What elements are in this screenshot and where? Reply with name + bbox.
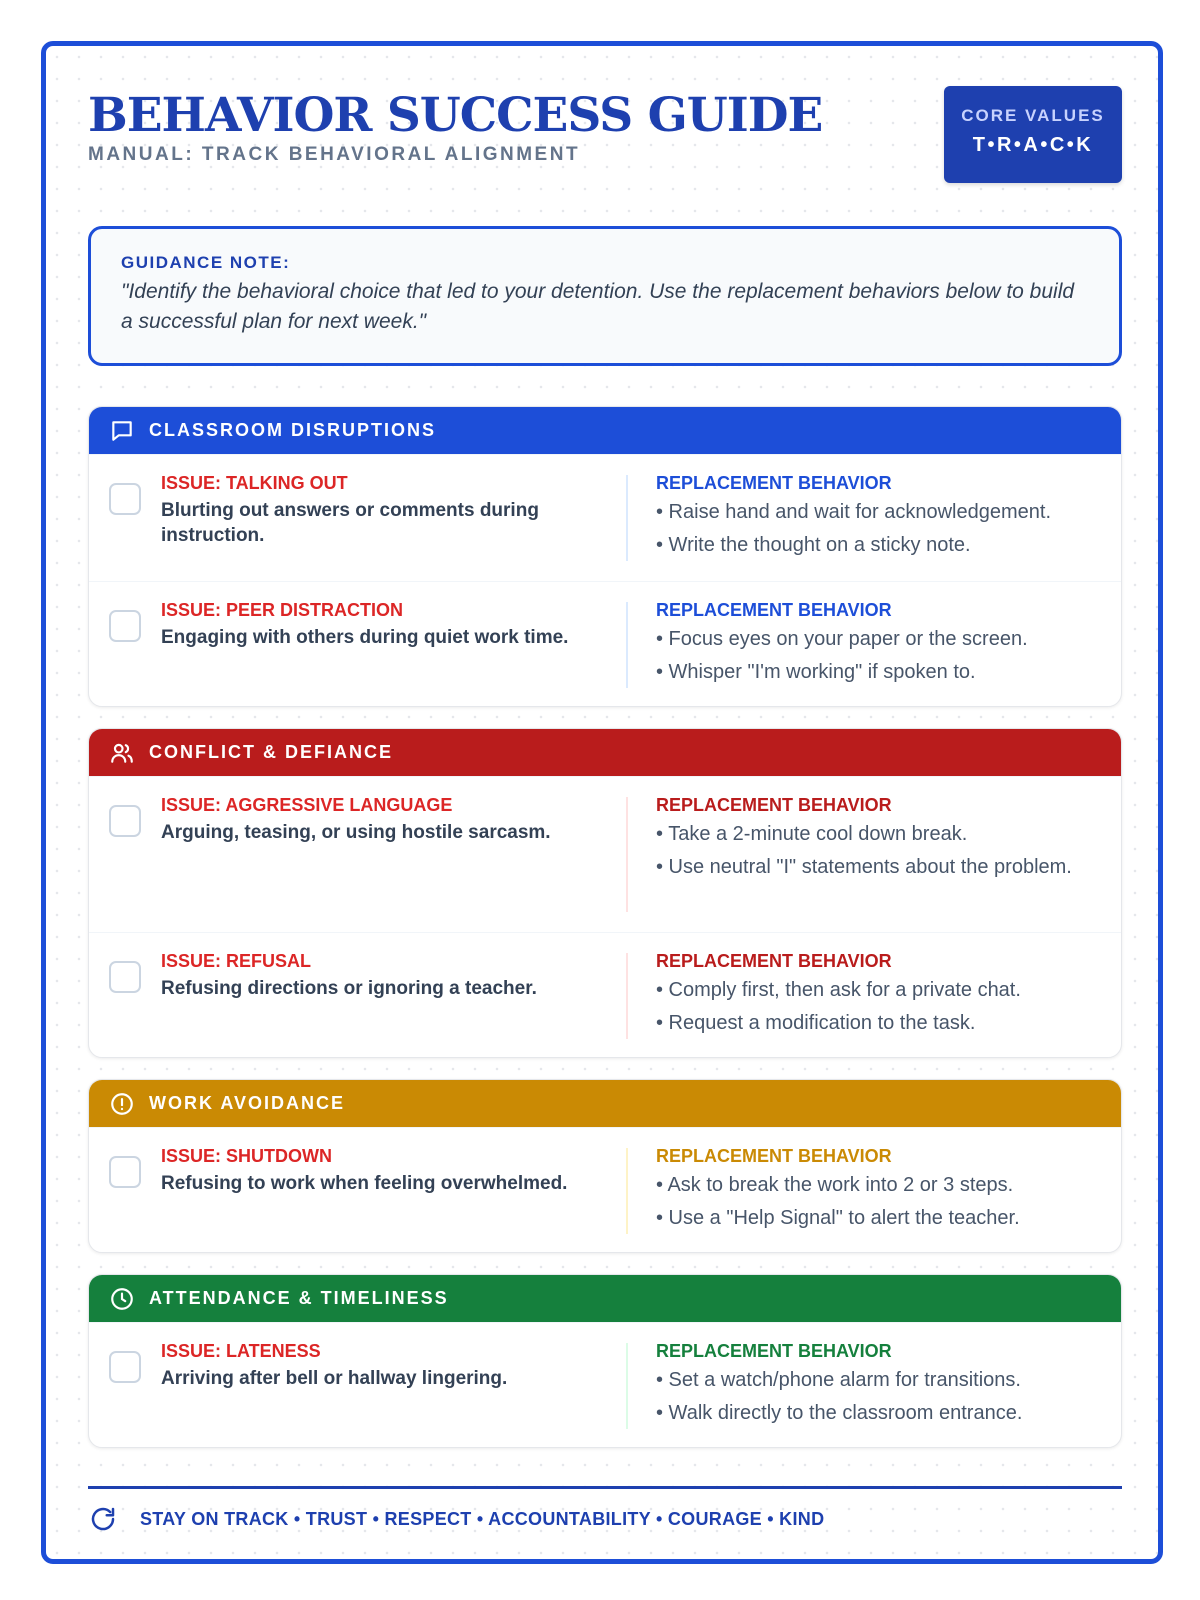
issue-checkbox[interactable] — [109, 1156, 141, 1188]
issue-block — [161, 795, 591, 845]
column-divider — [626, 602, 628, 688]
section-header — [89, 1275, 1121, 1322]
replacement-item: • Focus eyes on your paper or the screen. — [656, 628, 1028, 650]
issue-label: ISSUE: SHUTDOWN — [161, 1146, 332, 1166]
core-values-acronym: T•R•A•C•K — [972, 134, 1094, 156]
replacement-block — [656, 795, 1106, 882]
replacement-block — [656, 951, 1106, 1038]
issue-description: Refusing directions or ignoring a teacher. — [161, 978, 537, 999]
core-values-badge — [944, 86, 1122, 183]
issue-row — [89, 932, 1121, 1058]
issue-description: Refusing to work when feeling overwhelmed. — [161, 1173, 568, 1194]
guidance-note — [88, 226, 1122, 366]
section-header — [89, 407, 1121, 454]
chat-bubble-icon — [109, 418, 135, 444]
issue-description: Blurting out answers or comments during instruction. — [161, 500, 539, 546]
replacement-label: REPLACEMENT BEHAVIOR — [656, 951, 892, 971]
replacement-item: • Set a watch/phone alarm for transitions. — [656, 1369, 1021, 1391]
issue-block — [161, 1341, 591, 1391]
replacement-item: • Request a modification to the task. — [656, 1012, 976, 1034]
replacement-block — [656, 473, 1106, 560]
replacement-block — [656, 1146, 1106, 1233]
issue-description: Arguing, teasing, or using hostile sarcasm. — [161, 822, 551, 843]
page-footer — [88, 1504, 824, 1534]
issue-label: ISSUE: TALKING OUT — [161, 473, 348, 493]
replacement-label: REPLACEMENT BEHAVIOR — [656, 795, 892, 815]
users-icon — [109, 740, 135, 766]
replacement-item: • Ask to break the work into 2 or 3 steps. — [656, 1174, 1014, 1196]
refresh-icon — [88, 1504, 118, 1534]
replacement-item: • Raise hand and wait for acknowledgement. — [656, 501, 1052, 523]
guidance-label: GUIDANCE NOTE: — [121, 253, 291, 272]
issue-checkbox[interactable] — [109, 1351, 141, 1383]
issue-row — [89, 581, 1121, 707]
issue-description: Arriving after bell or hallway lingering. — [161, 1368, 508, 1389]
section-classroom-disruptions — [88, 406, 1122, 707]
issue-label: ISSUE: REFUSAL — [161, 951, 312, 971]
replacement-block — [656, 1341, 1106, 1428]
section-title: CONFLICT & DEFIANCE — [149, 742, 393, 762]
page-subtitle: MANUAL: TRACK BEHAVIORAL ALIGNMENT — [88, 144, 581, 165]
issue-checkbox[interactable] — [109, 483, 141, 515]
page-header — [88, 86, 1122, 186]
guidance-text: "Identify the behavioral choice that led to your detention. Use the replacement behaviors below to build a successful plan for next week." — [121, 280, 1075, 333]
issue-label: ISSUE: PEER DISTRACTION — [161, 600, 404, 620]
replacement-item: • Write the thought on a sticky note. — [656, 534, 971, 556]
replacement-item: • Use neutral "I" statements about the problem. — [656, 856, 1072, 878]
issue-row — [89, 776, 1121, 932]
section-title: WORK AVOIDANCE — [149, 1093, 345, 1113]
issue-row — [89, 454, 1121, 581]
section-attendance-timeliness — [88, 1274, 1122, 1448]
issue-block — [161, 1146, 591, 1196]
issue-block — [161, 600, 591, 650]
issue-description: Engaging with others during quiet work time. — [161, 627, 569, 648]
replacement-item: • Walk directly to the classroom entrance. — [656, 1402, 1023, 1424]
column-divider — [626, 953, 628, 1039]
page-frame — [41, 41, 1163, 1564]
issue-checkbox[interactable] — [109, 805, 141, 837]
section-work-avoidance — [88, 1079, 1122, 1253]
issue-checkbox[interactable] — [109, 610, 141, 642]
replacement-item: • Use a "Help Signal" to alert the teacher. — [656, 1207, 1020, 1229]
section-conflict-defiance — [88, 728, 1122, 1058]
column-divider — [626, 797, 628, 912]
replacement-item: • Take a 2-minute cool down break. — [656, 823, 968, 845]
replacement-block — [656, 600, 1106, 687]
footer-values-text: STAY ON TRACK • TRUST • RESPECT • ACCOUNTABILITY • COURAGE • KIND — [140, 1508, 825, 1529]
issue-block — [161, 473, 591, 548]
replacement-label: REPLACEMENT BEHAVIOR — [656, 1146, 892, 1166]
section-header — [89, 729, 1121, 776]
column-divider — [626, 1343, 628, 1429]
issue-block — [161, 951, 591, 1001]
issue-label: ISSUE: AGGRESSIVE LANGUAGE — [161, 795, 453, 815]
replacement-item: • Whisper "I'm working" if spoken to. — [656, 661, 976, 683]
column-divider — [626, 475, 628, 561]
replacement-item: • Comply first, then ask for a private chat. — [656, 979, 1021, 1001]
section-title: ATTENDANCE & TIMELINESS — [149, 1288, 449, 1308]
issue-label: ISSUE: LATENESS — [161, 1341, 321, 1361]
core-values-label: CORE VALUES — [961, 106, 1105, 125]
replacement-label: REPLACEMENT BEHAVIOR — [656, 600, 892, 620]
footer-divider — [88, 1486, 1122, 1489]
issue-checkbox[interactable] — [109, 961, 141, 993]
column-divider — [626, 1148, 628, 1234]
issue-row — [89, 1322, 1121, 1448]
replacement-label: REPLACEMENT BEHAVIOR — [656, 473, 892, 493]
section-header — [89, 1080, 1121, 1127]
page-title: BEHAVIOR SUCCESS GUIDE — [88, 88, 823, 143]
alert-circle-icon — [109, 1091, 135, 1117]
issue-row — [89, 1127, 1121, 1253]
replacement-label: REPLACEMENT BEHAVIOR — [656, 1341, 892, 1361]
clock-icon — [109, 1286, 135, 1312]
section-title: CLASSROOM DISRUPTIONS — [149, 420, 437, 440]
